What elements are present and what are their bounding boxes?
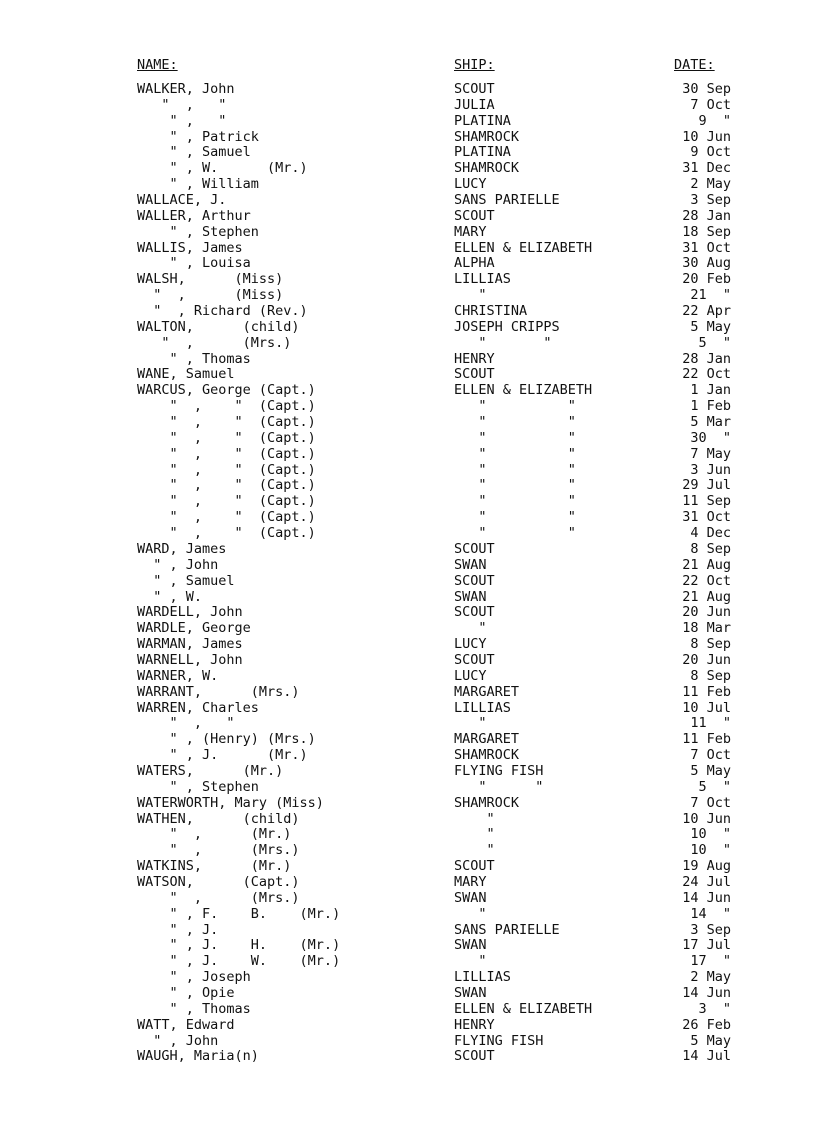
ship-name: SHAMROCK [454, 128, 520, 145]
ship-name: MARY [454, 873, 487, 890]
passenger-name: " , Thomas [137, 350, 251, 367]
table-row [0, 573, 816, 589]
ship-name: " [454, 953, 487, 970]
passenger-name: WALLIS, James [137, 239, 243, 256]
arrival-date: 9 Oct [690, 144, 731, 161]
ship-name: " [454, 905, 487, 922]
passenger-name: " , J. H. (Mr.) [137, 937, 341, 954]
arrival-date: 7 Oct [690, 794, 731, 811]
arrival-date: 22 Apr [682, 303, 731, 320]
arrival-date: 8 Sep [690, 667, 731, 684]
table-row [0, 890, 816, 906]
arrival-date: 14 " [690, 905, 731, 922]
table-row [0, 366, 816, 382]
ship-name: " [454, 842, 495, 859]
table-row [0, 922, 816, 938]
arrival-date: 31 Dec [682, 160, 731, 177]
arrival-date: 14 Jul [682, 1048, 731, 1065]
ship-name: CHRISTINA [454, 303, 528, 320]
passenger-name: " , " (Capt.) [137, 445, 316, 462]
arrival-date: 3 Jun [690, 461, 731, 478]
passenger-name: " , " (Capt.) [137, 461, 316, 478]
arrival-date: 18 Mar [682, 620, 731, 637]
column-header-name: NAME: [137, 57, 178, 73]
arrival-date: 1 Feb [690, 398, 731, 415]
arrival-date: 26 Feb [682, 1016, 731, 1033]
arrival-date: 14 Jun [682, 889, 731, 906]
table-row [0, 715, 816, 731]
passenger-name: " , Samuel [137, 572, 235, 589]
ship-name: SCOUT [454, 81, 495, 97]
arrival-date: 10 " [690, 842, 731, 859]
passenger-name: " , Opie [137, 984, 235, 1001]
arrival-date: 20 Jun [682, 651, 731, 668]
passenger-name: WATHEN, (child) [137, 810, 300, 827]
ship-name: LUCY [454, 667, 487, 684]
table-row [0, 684, 816, 700]
ship-name: MARGARET [454, 731, 520, 748]
ship-name: HENRY [454, 1016, 495, 1033]
passenger-name: WARDELL, John [137, 604, 243, 621]
table-row [0, 747, 816, 763]
table-row [0, 303, 816, 319]
table-row [0, 668, 816, 684]
table-row [0, 525, 816, 541]
passenger-name: " , " [137, 715, 235, 732]
ship-name: SANS PARIELLE [454, 192, 560, 209]
arrival-date: 7 May [690, 445, 731, 462]
passenger-name: " , (Henry) (Mrs.) [137, 731, 316, 748]
arrival-date: 30 " [690, 429, 731, 446]
table-row [0, 81, 816, 97]
arrival-date: 4 Dec [690, 525, 731, 542]
ship-name: PLATINA [454, 112, 511, 129]
passenger-name: WAUGH, Maria(n) [137, 1048, 259, 1065]
arrival-date: 18 Sep [682, 223, 731, 240]
table-row [0, 430, 816, 446]
passenger-name: " , (Miss) [137, 287, 284, 304]
arrival-date: 31 Oct [682, 239, 731, 256]
ship-name: " " [454, 398, 576, 415]
table-row [0, 763, 816, 779]
table-row [0, 240, 816, 256]
arrival-date: 24 Jul [682, 873, 731, 890]
arrival-date: 9 " [698, 112, 731, 129]
ship-name: SHAMROCK [454, 747, 520, 764]
table-row [0, 953, 816, 969]
passenger-list [0, 81, 816, 1064]
table-row [0, 446, 816, 462]
ship-name: SANS PARIELLE [454, 921, 560, 938]
ship-name: LILLIAS [454, 271, 511, 288]
ship-name: " [454, 620, 487, 637]
ship-name: SCOUT [454, 651, 495, 668]
table-row [0, 176, 816, 192]
table-row [0, 160, 816, 176]
ship-name: " " [454, 477, 576, 494]
ship-name: ELLEN & ELIZABETH [454, 382, 593, 399]
table-row [0, 192, 816, 208]
ship-name: SWAN [454, 556, 487, 573]
passenger-name: " , J. (Mr.) [137, 747, 308, 764]
ship-name: MARGARET [454, 683, 520, 700]
table-row [0, 557, 816, 573]
passenger-name: " , " (Capt.) [137, 398, 316, 415]
passenger-name: " , J. [137, 921, 219, 938]
passenger-name: WATT, Edward [137, 1016, 235, 1033]
passenger-name: WATKINS, (Mr.) [137, 858, 292, 875]
passenger-name: WARD, James [137, 540, 227, 557]
arrival-date: 8 Sep [690, 636, 731, 653]
column-header-date: DATE: [674, 57, 715, 73]
passenger-name: " , " (Capt.) [137, 493, 316, 510]
ship-name: FLYING FISH [454, 762, 544, 779]
passenger-name: " , " (Capt.) [137, 525, 316, 542]
ship-name: " " [454, 525, 576, 542]
table-row [0, 811, 816, 827]
passenger-name: " , (Mrs.) [137, 334, 292, 351]
passenger-name: WALLACE, J. [137, 192, 227, 209]
ship-name: " " [454, 414, 576, 431]
table-row [0, 113, 816, 129]
ship-name: " [454, 810, 495, 827]
passenger-name: WARREN, Charles [137, 699, 259, 716]
arrival-date: 10 Jun [682, 128, 731, 145]
arrival-date: 5 " [698, 778, 731, 795]
passenger-name: WARNER, W. [137, 667, 219, 684]
passenger-name: WARRANT, (Mrs.) [137, 683, 300, 700]
arrival-date: 7 Oct [690, 747, 731, 764]
ship-name: " [454, 826, 495, 843]
passenger-name: WARMAN, James [137, 636, 243, 653]
arrival-date: 31 Oct [682, 509, 731, 526]
passenger-name: " , John [137, 556, 219, 573]
arrival-date: 5 May [690, 762, 731, 779]
arrival-date: 5 May [690, 1032, 731, 1049]
table-row [0, 636, 816, 652]
table-row [0, 97, 816, 113]
ship-name: HENRY [454, 350, 495, 367]
table-row [0, 382, 816, 398]
arrival-date: 28 Jan [682, 207, 731, 224]
table-row [0, 335, 816, 351]
ship-name: SWAN [454, 588, 487, 605]
ship-name: SCOUT [454, 858, 495, 875]
table-row [0, 969, 816, 985]
table-row [0, 224, 816, 240]
arrival-date: 11 Feb [682, 731, 731, 748]
passenger-name: " , Joseph [137, 969, 251, 986]
passenger-name: WARCUS, George (Capt.) [137, 382, 316, 399]
arrival-date: 5 May [690, 318, 731, 335]
table-row [0, 1048, 816, 1064]
table-row [0, 287, 816, 303]
arrival-date: 21 Aug [682, 556, 731, 573]
table-row [0, 604, 816, 620]
table-row [0, 493, 816, 509]
passenger-name: " , " (Capt.) [137, 429, 316, 446]
ship-name: " [454, 287, 487, 304]
arrival-date: 17 Jul [682, 937, 731, 954]
arrival-date: 28 Jan [682, 350, 731, 367]
passenger-name: " , Samuel [137, 144, 251, 161]
arrival-date: 2 May [690, 176, 731, 193]
passenger-name: " , " [137, 112, 227, 129]
ship-name: " " [454, 778, 544, 795]
ship-name: " " [454, 334, 552, 351]
passenger-name: WANE, Samuel [137, 366, 235, 383]
ship-name: SCOUT [454, 540, 495, 557]
table-row [0, 398, 816, 414]
ship-name: SCOUT [454, 1048, 495, 1065]
passenger-name: " , Stephen [137, 223, 259, 240]
table-row [0, 937, 816, 953]
ship-name: PLATINA [454, 144, 511, 161]
table-row [0, 985, 816, 1001]
table-row [0, 874, 816, 890]
ship-name: LUCY [454, 176, 487, 193]
table-row [0, 208, 816, 224]
passenger-name: " , J. W. (Mr.) [137, 953, 341, 970]
passenger-name: WATERS, (Mr.) [137, 762, 284, 779]
ship-name: ELLEN & ELIZABETH [454, 239, 593, 256]
table-row [0, 652, 816, 668]
ship-name: SCOUT [454, 572, 495, 589]
arrival-date: 3 Sep [690, 192, 731, 209]
passenger-name: WALSH, (Miss) [137, 271, 284, 288]
table-row [0, 129, 816, 145]
arrival-date: 10 Jul [682, 699, 731, 716]
passenger-name: " , (Mrs.) [137, 842, 300, 859]
passenger-name: " , " (Capt.) [137, 414, 316, 431]
arrival-date: 21 Aug [682, 588, 731, 605]
ship-name: FLYING FISH [454, 1032, 544, 1049]
table-row [0, 414, 816, 430]
arrival-date: 29 Jul [682, 477, 731, 494]
ship-name: SCOUT [454, 207, 495, 224]
passenger-name: " , W. (Mr.) [137, 160, 308, 177]
table-row [0, 589, 816, 605]
arrival-date: 3 Sep [690, 921, 731, 938]
arrival-date: 3 " [698, 1000, 731, 1017]
ship-name: SHAMROCK [454, 794, 520, 811]
arrival-date: 30 Sep [682, 81, 731, 97]
arrival-date: 1 Jan [690, 382, 731, 399]
arrival-date: 22 Oct [682, 366, 731, 383]
passenger-name: " , Louisa [137, 255, 251, 272]
arrival-date: 7 Oct [690, 96, 731, 113]
passenger-name: " , " [137, 96, 227, 113]
passenger-name: WALTON, (child) [137, 318, 300, 335]
arrival-date: 2 May [690, 969, 731, 986]
passenger-name: " , F. B. (Mr.) [137, 905, 341, 922]
table-row [0, 144, 816, 160]
passenger-name: WARDLE, George [137, 620, 251, 637]
arrival-date: 5 Mar [690, 414, 731, 431]
passenger-name: " , " (Capt.) [137, 509, 316, 526]
table-row [0, 700, 816, 716]
ship-name: SHAMROCK [454, 160, 520, 177]
passenger-name: WALKER, John [137, 81, 235, 97]
table-row [0, 731, 816, 747]
ship-name: JULIA [454, 96, 495, 113]
table-row [0, 1033, 816, 1049]
table-row [0, 906, 816, 922]
arrival-date: 10 Jun [682, 810, 731, 827]
ship-name: " " [454, 493, 576, 510]
ship-name: MARY [454, 223, 487, 240]
ship-name: LUCY [454, 636, 487, 653]
passenger-name: WARNELL, John [137, 651, 243, 668]
table-row [0, 1017, 816, 1033]
ship-name: " " [454, 461, 576, 478]
ship-name: JOSEPH CRIPPS [454, 318, 560, 335]
ship-name: SWAN [454, 889, 487, 906]
arrival-date: 5 " [698, 334, 731, 351]
passenger-name: WALLER, Arthur [137, 207, 251, 224]
table-row [0, 462, 816, 478]
passenger-name: " , (Mr.) [137, 826, 292, 843]
passenger-name: " , William [137, 176, 259, 193]
ship-name: SWAN [454, 984, 487, 1001]
table-row [0, 541, 816, 557]
arrival-date: 11 Sep [682, 493, 731, 510]
table-row [0, 826, 816, 842]
table-row [0, 779, 816, 795]
passenger-name: " , " (Capt.) [137, 477, 316, 494]
arrival-date: 10 " [690, 826, 731, 843]
arrival-date: 22 Oct [682, 572, 731, 589]
arrival-date: 11 " [690, 715, 731, 732]
ship-name: SCOUT [454, 366, 495, 383]
arrival-date: 11 Feb [682, 683, 731, 700]
arrival-date: 19 Aug [682, 858, 731, 875]
ship-name: LILLIAS [454, 699, 511, 716]
table-row [0, 319, 816, 335]
table-row [0, 477, 816, 493]
ship-name: ELLEN & ELIZABETH [454, 1000, 593, 1017]
ship-name: LILLIAS [454, 969, 511, 986]
passenger-name: WATERWORTH, Mary (Miss) [137, 794, 324, 811]
passenger-name: " , Thomas [137, 1000, 251, 1017]
table-row [0, 271, 816, 287]
ship-name: SWAN [454, 937, 487, 954]
arrival-date: 14 Jun [682, 984, 731, 1001]
ship-name: " " [454, 509, 576, 526]
arrival-date: 8 Sep [690, 540, 731, 557]
passenger-name: " , W. [137, 588, 203, 605]
table-row [0, 1001, 816, 1017]
arrival-date: 30 Aug [682, 255, 731, 272]
ship-name: ALPHA [454, 255, 495, 272]
passenger-name: WATSON, (Capt.) [137, 873, 300, 890]
table-row [0, 858, 816, 874]
passenger-name: " , Richard (Rev.) [137, 303, 308, 320]
table-row [0, 351, 816, 367]
passenger-name: " , John [137, 1032, 219, 1049]
arrival-date: 21 " [690, 287, 731, 304]
table-row [0, 620, 816, 636]
ship-name: " " [454, 429, 576, 446]
ship-name: SCOUT [454, 604, 495, 621]
column-header-ship: SHIP: [454, 57, 495, 73]
arrival-date: 20 Feb [682, 271, 731, 288]
table-row [0, 795, 816, 811]
table-row [0, 255, 816, 271]
table-row [0, 842, 816, 858]
passenger-name: " , Stephen [137, 778, 259, 795]
ship-name: " [454, 715, 487, 732]
arrival-date: 17 " [690, 953, 731, 970]
passenger-name: " , Patrick [137, 128, 259, 145]
ship-name: " " [454, 445, 576, 462]
arrival-date: 20 Jun [682, 604, 731, 621]
table-row [0, 509, 816, 525]
passenger-name: " , (Mrs.) [137, 889, 300, 906]
